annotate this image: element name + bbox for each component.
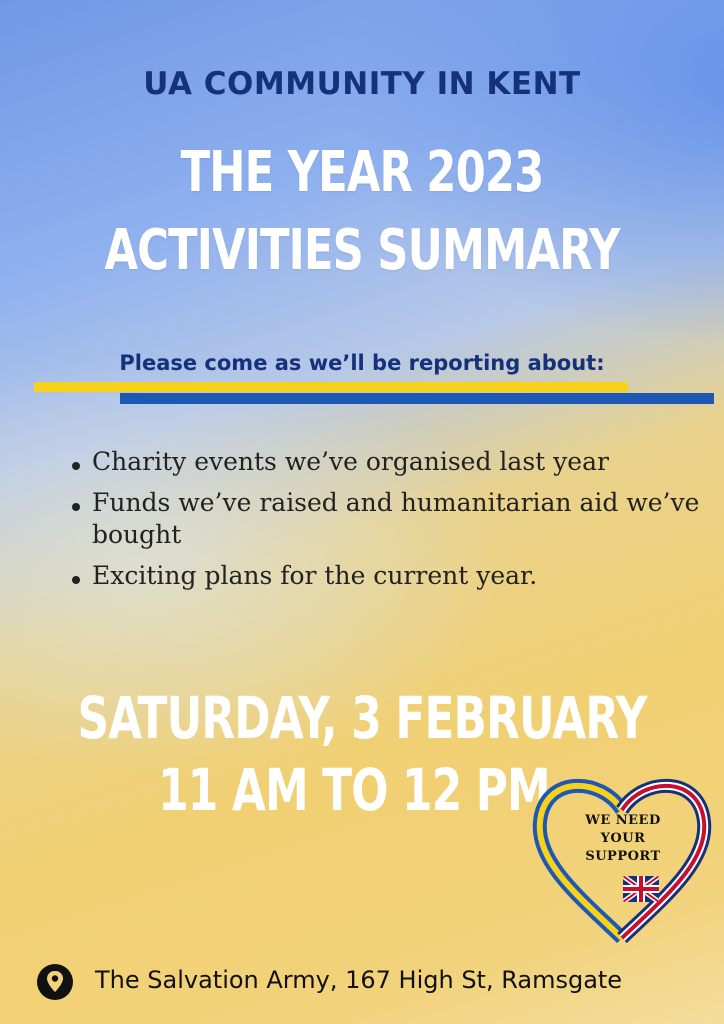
agenda-item: Charity events we’ve organised last year — [70, 446, 710, 479]
agenda-item: Funds we’ve raised and humanitarian aid we’ve bought — [70, 487, 710, 552]
yellow-divider — [34, 382, 628, 392]
event-time: 11 AM TO 12 PM — [158, 756, 550, 824]
intro-text: Please come as we’ll be reporting about: — [119, 351, 605, 375]
support-badge-text — [569, 812, 677, 866]
blue-divider — [120, 393, 714, 404]
title-line-2: ACTIVITIES SUMMARY — [104, 218, 620, 283]
badge-line-2: YOUR — [600, 831, 646, 846]
badge-line-1: WE NEED — [585, 813, 661, 828]
organisation-name: UA COMMUNITY IN KENT — [143, 66, 581, 102]
event-address: The Salvation Army, 167 High St, Ramsgate — [95, 966, 623, 994]
location-pin-icon — [36, 963, 74, 1001]
event-date: SATURDAY, 3 FEBRUARY — [77, 684, 647, 752]
badge-line-3: SUPPORT — [585, 849, 661, 864]
agenda-list — [70, 446, 710, 600]
title-line-1: THE YEAR 2023 — [180, 140, 544, 205]
agenda-item: Exciting plans for the current year. — [70, 560, 710, 593]
